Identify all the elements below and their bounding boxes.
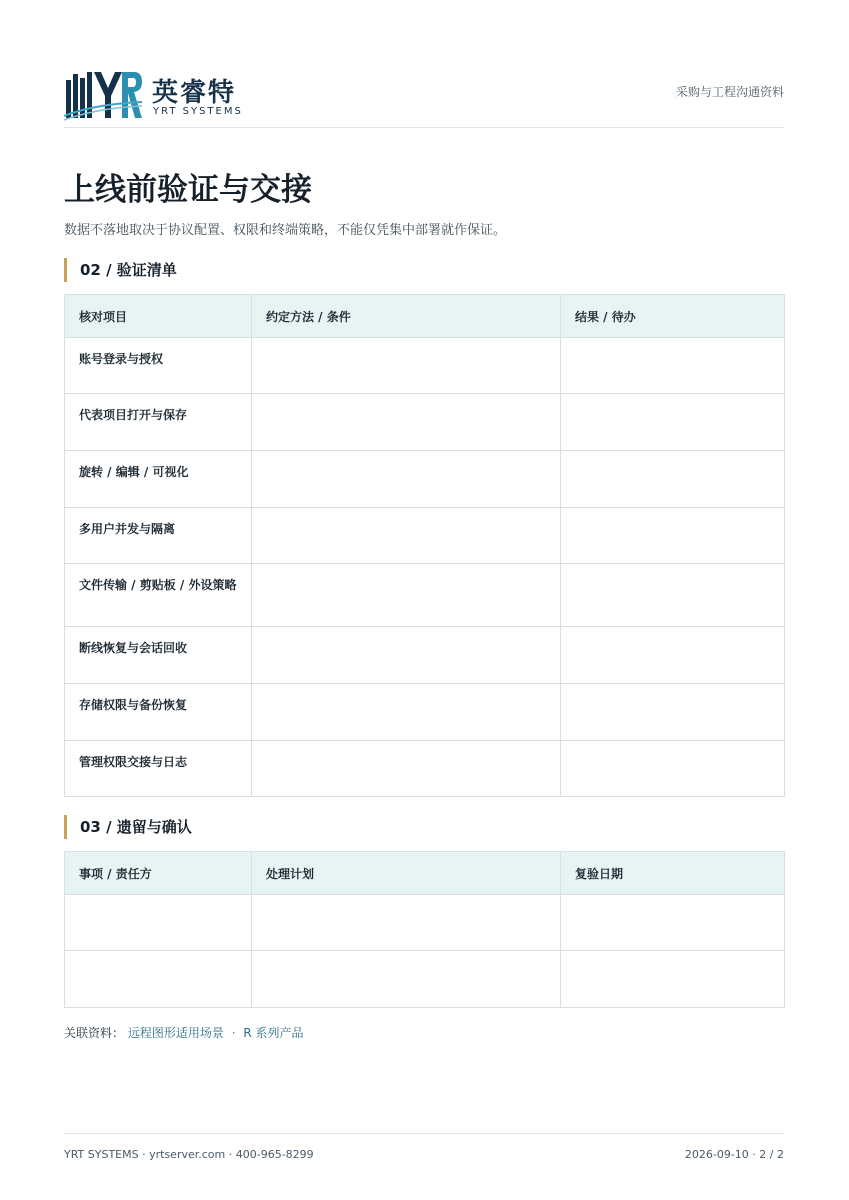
owner-cell[interactable] xyxy=(65,895,252,951)
method-cell[interactable] xyxy=(252,394,561,451)
related-label: 关联资料： xyxy=(64,1026,125,1040)
link-separator: · xyxy=(231,1026,236,1040)
check-item: 管理权限交接与日志 xyxy=(65,741,252,797)
column-header: 核对项目 xyxy=(65,295,252,338)
related-link-remote-graphics[interactable]: 远程图形适用场景 xyxy=(127,1026,224,1040)
yrt-logo-icon xyxy=(64,66,144,122)
footer-contact: YRT SYSTEMS · yrtserver.com · 400-965-8299 xyxy=(64,1148,314,1161)
table-row xyxy=(65,684,785,741)
table-header-row xyxy=(65,852,785,895)
column-header: 复验日期 xyxy=(561,852,785,895)
method-cell[interactable] xyxy=(252,508,561,564)
result-cell[interactable] xyxy=(561,451,785,508)
result-cell[interactable] xyxy=(561,338,785,394)
result-cell[interactable] xyxy=(561,741,785,797)
date-cell[interactable] xyxy=(561,895,785,951)
column-header: 事项 / 责任方 xyxy=(65,852,252,895)
table-row xyxy=(65,627,785,684)
table-header-row xyxy=(65,295,785,338)
brand-name-cn: 英睿特 xyxy=(152,78,237,108)
table-row xyxy=(65,451,785,508)
check-item: 旋转 / 编辑 / 可视化 xyxy=(65,451,252,508)
table-row xyxy=(65,508,785,564)
check-item: 账号登录与授权 xyxy=(65,338,252,394)
result-cell[interactable] xyxy=(561,508,785,564)
method-cell[interactable] xyxy=(252,564,561,627)
method-cell[interactable] xyxy=(252,627,561,684)
table-row xyxy=(65,564,785,627)
plan-cell[interactable] xyxy=(252,895,561,951)
page-header xyxy=(64,60,784,128)
method-cell[interactable] xyxy=(252,338,561,394)
method-cell[interactable] xyxy=(252,451,561,508)
column-header: 约定方法 / 条件 xyxy=(252,295,561,338)
result-cell[interactable] xyxy=(561,627,785,684)
checklist-table xyxy=(64,294,785,797)
brand-name-en: YRT SYSTEMS xyxy=(153,106,243,117)
owner-cell[interactable] xyxy=(65,951,252,1008)
result-cell[interactable] xyxy=(561,564,785,627)
doc-category: 采购与工程沟通资料 xyxy=(675,85,784,99)
check-item: 代表项目打开与保存 xyxy=(65,394,252,451)
footer-date-page: 2026-09-10 · 2 / 2 xyxy=(684,1148,784,1161)
table-row xyxy=(65,394,785,451)
column-header: 结果 / 待办 xyxy=(561,295,785,338)
table-row xyxy=(65,741,785,797)
table-row xyxy=(65,338,785,394)
table-row xyxy=(65,951,785,1008)
result-cell[interactable] xyxy=(561,394,785,451)
brand-logo xyxy=(64,66,254,122)
section-heading-followup: 03 / 遗留与确认 xyxy=(64,815,192,839)
check-item: 文件传输 / 剪贴板 / 外设策略 xyxy=(65,564,252,627)
related-link-r-series[interactable]: R 系列产品 xyxy=(243,1026,304,1040)
column-header: 处理计划 xyxy=(252,852,561,895)
method-cell[interactable] xyxy=(252,741,561,797)
result-cell[interactable] xyxy=(561,684,785,741)
section-heading-checklist: 02 / 验证清单 xyxy=(64,258,177,282)
related-links xyxy=(64,1024,304,1041)
check-item: 存储权限与备份恢复 xyxy=(65,684,252,741)
page-title: 上线前验证与交接 xyxy=(64,172,312,208)
check-item: 断线恢复与会话回收 xyxy=(65,627,252,684)
check-item: 多用户并发与隔离 xyxy=(65,508,252,564)
followup-table xyxy=(64,851,785,1008)
date-cell[interactable] xyxy=(561,951,785,1008)
plan-cell[interactable] xyxy=(252,951,561,1008)
table-row xyxy=(65,895,785,951)
page-footer xyxy=(64,1133,784,1161)
method-cell[interactable] xyxy=(252,684,561,741)
page-subtitle: 数据不落地取决于协议配置、权限和终端策略，不能仅凭集中部署就作保证。 xyxy=(64,223,507,238)
